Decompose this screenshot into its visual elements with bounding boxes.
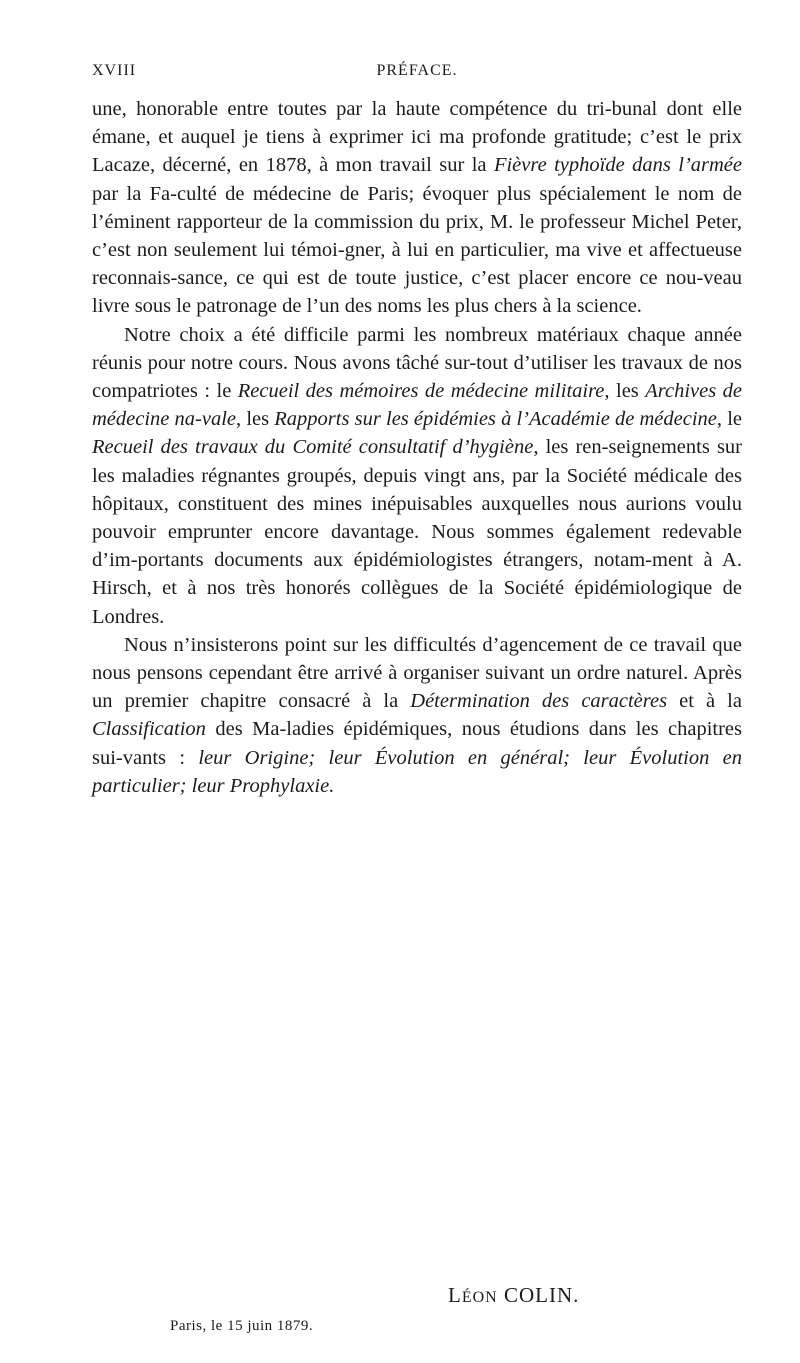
paragraph-2 bbox=[92, 321, 742, 631]
preface-body bbox=[92, 95, 742, 800]
italic-title-text: Détermination des caractères bbox=[410, 690, 668, 713]
signature-surname: COLIN. bbox=[503, 1283, 580, 1307]
signature-small-caps: ÉON bbox=[461, 1289, 498, 1306]
page-number: XVIII bbox=[92, 62, 137, 79]
body-text: par la Fa-culté de médecine de Paris; évoquer plus spécialement le nom de l’éminent rapporteur de la commission du prix, M. le professeur Michel Peter, c’est non seulement lui témoi-gner, à lui en particulier, ma vive et affectueuse reconnais-sance, ce qui est de toute justice, c’est placer encore ce nou-veau livre sous le patronage de l’un des noms les plus chers à la science. bbox=[92, 182, 742, 318]
body-text: , les bbox=[604, 380, 646, 403]
italic-title-text: Rapports sur les épidémies à l’Académie de médecine bbox=[274, 408, 717, 431]
paragraph-1 bbox=[92, 95, 742, 321]
running-header bbox=[92, 62, 742, 84]
italic-title-text: Classification bbox=[92, 718, 206, 741]
body-text: Notre choix a été difficile parmi les nombreux matériaux chaque année réunis pour notre cours. Nous avons tâché sur-tout d’utiliser les travaux de nos compatriotes : le bbox=[92, 323, 742, 403]
dateline: Paris, le 15 juin 1879. bbox=[170, 1318, 314, 1334]
italic-title-text: Archives de médecine na-vale bbox=[92, 380, 743, 431]
body-text: Nous n’insisterons point sur les difficultés d’agencement de ce travail que nous pensons cependant être arrivé à organiser suivant un ordre naturel. Après un premier chapitre consacré à la bbox=[92, 633, 742, 713]
author-signature bbox=[448, 1283, 748, 1308]
body-text: , le bbox=[716, 408, 742, 431]
body-text: une, honorable entre toutes par la haute compétence du tri-bunal dont elle émane, et auquel je tiens à exprimer ici ma profonde gratitude; c’est le prix Lacaze, décerné, en 1878, à mon travail sur la bbox=[92, 98, 742, 177]
body-text: des Ma-ladies épidémiques, nous étudions dans les chapitres sui-vants : bbox=[92, 718, 742, 769]
italic-title-text: Fièvre typhoïde dans l’armée bbox=[493, 154, 742, 177]
paragraph-3 bbox=[92, 631, 742, 800]
signature-initial: L bbox=[448, 1283, 462, 1307]
body-text: , les bbox=[236, 408, 275, 431]
italic-title-text: Recueil des mémoires de médecine militaire bbox=[237, 380, 605, 403]
body-text: , les ren-seignements sur les maladies régnantes groupés, depuis vingt ans, par la Société médicale des hôpitaux, constituent des mines inépuisables auxquelles nous aurions voulu pouvoir emprunter encore davantage. Nous sommes également redevable d’im-portants documents aux épidémiologistes étrangers, notam-ment à A. Hirsch, et à nos très honorés collègues de la Société épidémiologique de Londres. bbox=[92, 436, 743, 628]
italic-title-text: leur Origine; leur Évolution en général; leur Évolution en particulier; leur Prophylaxie. bbox=[92, 746, 742, 797]
body-text: et à la bbox=[667, 690, 742, 713]
running-title: PRÉFACE. bbox=[376, 62, 458, 79]
italic-title-text: Recueil des travaux du Comité consultatif d’hygiène bbox=[92, 436, 534, 459]
